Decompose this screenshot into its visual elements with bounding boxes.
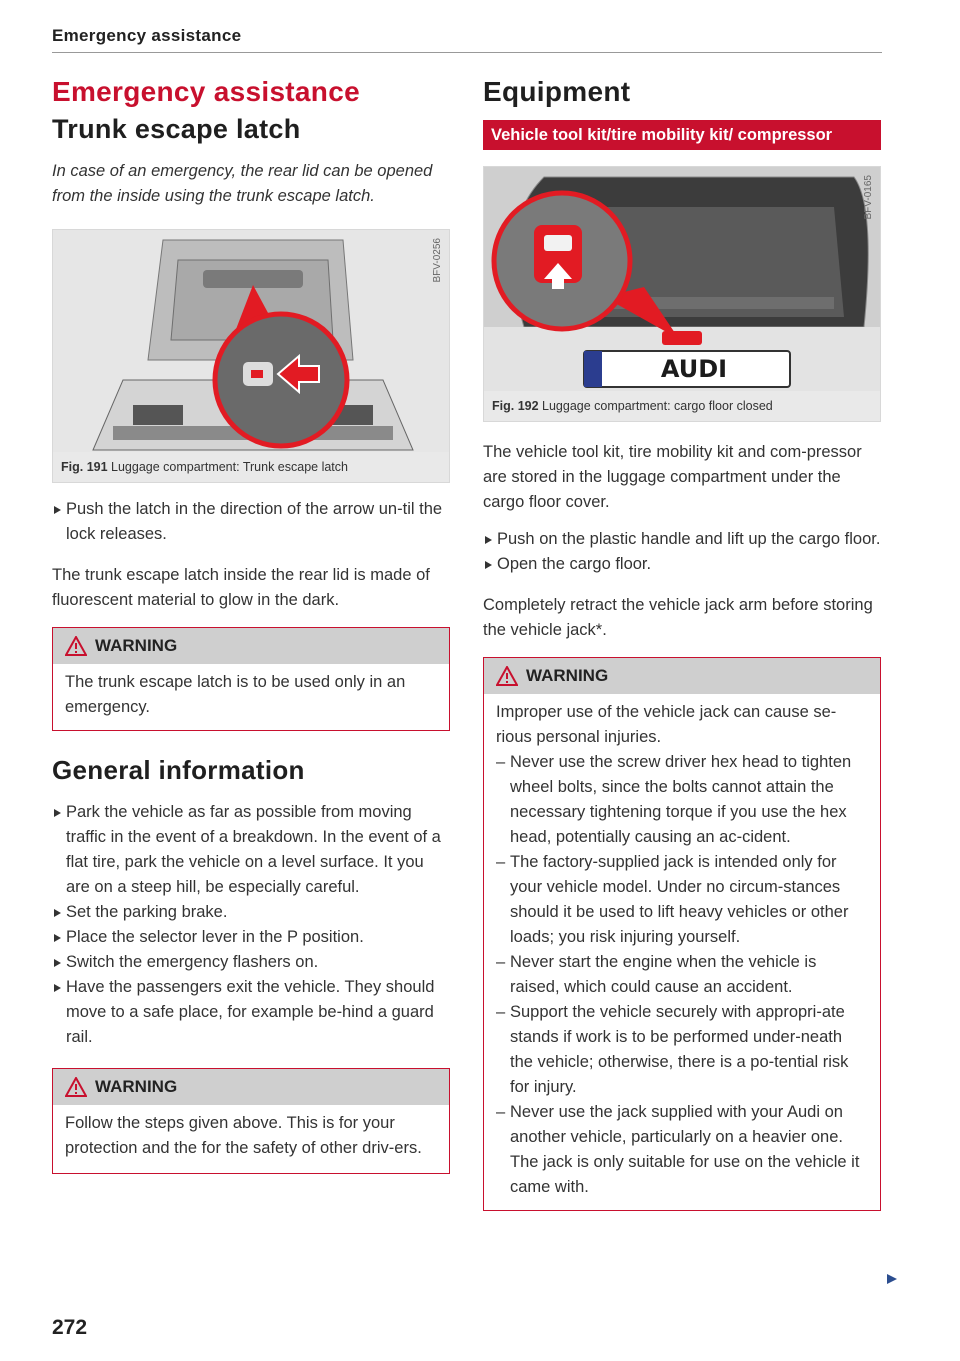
figure-label: Fig. 191 bbox=[61, 460, 108, 474]
warning-list bbox=[496, 750, 868, 1200]
cargo-floor-illustration bbox=[484, 167, 880, 391]
warning-text: Follow the steps given above. This is for your protection and the for the safety of other driv-ers. bbox=[65, 1114, 422, 1157]
cargo-floor-image bbox=[484, 167, 880, 391]
equipment-subtitle-bar: Vehicle tool kit/tire mobility kit/ compressor bbox=[483, 120, 881, 150]
step-item: Push on the plastic handle and lift up the cargo floor. bbox=[483, 527, 881, 552]
general-bullets bbox=[52, 800, 450, 1050]
latch-paragraph: The trunk escape latch inside the rear lid is made of fluorescent material to glow in the dark. bbox=[52, 566, 430, 609]
figure-code: BFV-0165 bbox=[863, 175, 874, 220]
intro-text: In case of an emergency, the rear lid can be opened from the inside using the trunk escape latch. bbox=[52, 162, 433, 205]
warning-box-general bbox=[52, 1068, 450, 1174]
step-item: Open the cargo floor. bbox=[483, 552, 881, 577]
warning-intro: Improper use of the vehicle jack can cause se-rious personal injuries. bbox=[496, 703, 837, 746]
general-bullet: Have the passengers exit the vehicle. They should move to a safe place, for example be-hind a guard rail. bbox=[52, 975, 450, 1050]
general-bullet: Set the parking brake. bbox=[52, 900, 450, 925]
warning-header bbox=[484, 658, 880, 694]
warning-header bbox=[53, 628, 449, 664]
figure-caption-text: Luggage compartment: cargo floor closed bbox=[542, 399, 773, 413]
warning-title: WARNING bbox=[95, 1077, 178, 1096]
general-bullet: Switch the emergency flashers on. bbox=[52, 950, 450, 975]
step-item: Push the latch in the direction of the arrow un-til the lock releases. bbox=[52, 497, 450, 547]
equipment-steps bbox=[483, 527, 881, 577]
warning-box-jack bbox=[483, 657, 881, 1211]
warning-item: – Never use the jack supplied with your Audi on another vehicle, particularly on a heavier one. The jack is only suitable for use on the vehicle it came with. bbox=[496, 1100, 868, 1200]
figure-caption-text: Luggage compartment: Trunk escape latch bbox=[111, 460, 348, 474]
warning-triangle-icon bbox=[65, 636, 87, 656]
warning-title: WARNING bbox=[526, 666, 609, 685]
general-bullet: Place the selector lever in the P position. bbox=[52, 925, 450, 950]
left-column bbox=[52, 70, 450, 1174]
warning-text: The trunk escape latch is to be used only in an emergency. bbox=[65, 673, 406, 716]
page-header-title: Emergency assistance bbox=[52, 26, 242, 45]
figure-caption bbox=[484, 391, 880, 421]
continue-arrow-icon bbox=[885, 1272, 899, 1286]
figure-label: Fig. 192 bbox=[492, 399, 539, 413]
warning-title: WARNING bbox=[95, 636, 178, 655]
subsection-title: Trunk escape latch bbox=[52, 114, 301, 144]
page-number: 272 bbox=[52, 1316, 88, 1339]
equipment-paragraph: The vehicle tool kit, tire mobility kit and com-pressor are stored in the luggage compartment under the cargo floor cover. bbox=[483, 443, 862, 511]
general-info-title: General information bbox=[52, 755, 305, 785]
jack-paragraph: Completely retract the vehicle jack arm before storing the vehicle jack*. bbox=[483, 596, 873, 639]
warning-box-latch bbox=[52, 627, 450, 731]
figure-caption bbox=[53, 452, 449, 482]
figure-code: BFV-0256 bbox=[432, 238, 443, 283]
equipment-title: Equipment bbox=[483, 76, 631, 107]
right-column bbox=[483, 70, 881, 1211]
latch-steps bbox=[52, 497, 450, 547]
figure-trunk-latch bbox=[52, 229, 450, 483]
header-rule bbox=[52, 52, 882, 53]
trunk-latch-illustration bbox=[53, 230, 449, 452]
warning-triangle-icon bbox=[496, 666, 518, 686]
warning-item: – Never start the engine when the vehicle is raised, which could cause an accident. bbox=[496, 950, 868, 1000]
general-bullet: Park the vehicle as far as possible from moving traffic in the event of a breakdown. In the event of a flat tire, park the vehicle on a level surface. It you are on a steep hill, be especially careful. bbox=[52, 800, 450, 900]
warning-triangle-icon bbox=[65, 1077, 87, 1097]
warning-body bbox=[484, 694, 880, 1210]
trunk-latch-image bbox=[53, 230, 449, 452]
warning-item: – The factory-supplied jack is intended only for your vehicle model. Under no circum-stances should it be used to lift heavy vehicles or other loads; you risk injuring yourself. bbox=[496, 850, 868, 950]
license-plate-text: AUDI bbox=[660, 355, 728, 383]
section-title: Emergency assistance bbox=[52, 76, 360, 107]
warning-item: – Never use the screw driver hex head to tighten wheel bolts, since the bolts cannot attain the necessary tightening torque if you use the hex head, potentially causing an ac-cident. bbox=[496, 750, 868, 850]
figure-cargo-floor bbox=[483, 166, 881, 422]
warning-header bbox=[53, 1069, 449, 1105]
warning-item: – Support the vehicle securely with appropri-ate stands if work is to be performed under-neath the vehicle; otherwise, there is a po-tential risk for injury. bbox=[496, 1000, 868, 1100]
